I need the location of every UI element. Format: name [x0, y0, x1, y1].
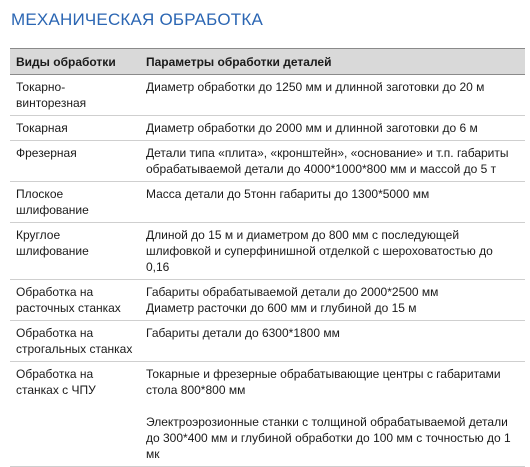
- page-title: МЕХАНИЧЕСКАЯ ОБРАБОТКА: [11, 10, 263, 29]
- parameters-line: шлифовкой и суперфинишной отделкой с шероховатостью до 0,16: [146, 244, 493, 274]
- parameters-line: Токарные и фрезерные обрабатывающие центры с габаритами: [146, 367, 501, 381]
- parameters-line: обрабатываемой детали до 4000*1000*800 мм и массой до 5 т: [146, 162, 497, 176]
- table-header-row: [10, 49, 525, 75]
- machining-type-line: Токарная: [16, 121, 68, 135]
- parameters-cell: [140, 141, 525, 182]
- machining-type-cell: [10, 141, 140, 182]
- table-row: [10, 321, 525, 362]
- machining-type-line: Токарно-: [16, 80, 66, 94]
- parameters-line: Диаметр расточки до 600 мм и глубиной до 15 м: [146, 301, 417, 315]
- table-row: [10, 116, 525, 141]
- parameters-cell: [140, 321, 525, 362]
- machining-type-cell: [10, 182, 140, 223]
- machining-type-line: Фрезерная: [16, 146, 77, 160]
- parameters-cell: [140, 362, 525, 467]
- machining-type-cell: [10, 223, 140, 280]
- machining-type-line: Обработка на: [16, 367, 94, 381]
- parameters-cell: [140, 116, 525, 141]
- parameters-line: Длиной до 15 м и диаметром до 800 мм с последующей: [146, 228, 460, 242]
- parameters-line: Диаметр обработки до 2000 мм и длинной заготовки до 6 м: [146, 121, 478, 135]
- table-row: [10, 362, 525, 467]
- parameters-cell: [140, 223, 525, 280]
- machining-type-line: винторезная: [16, 96, 87, 110]
- machining-type-line: строгальных станках: [16, 342, 133, 356]
- machining-type-cell: [10, 321, 140, 362]
- machining-type-line: Обработка на: [16, 285, 94, 299]
- table-row: [10, 223, 525, 280]
- parameters-line: стола 800*800 мм: [146, 383, 246, 397]
- machining-type-cell: [10, 362, 140, 467]
- parameters-line: Габариты обрабатываемой детали до 2000*2500 мм: [146, 285, 439, 299]
- machining-parameters-table: [10, 48, 525, 467]
- parameters-line: мк: [146, 447, 160, 461]
- parameters-line: Детали типа «плита», «кронштейн», «основание» и т.п. габариты: [146, 146, 509, 160]
- parameters-cell: [140, 182, 525, 223]
- table-row: [10, 280, 525, 321]
- parameters-line: до 300*400 мм и глубиной обработки до 100 мм с точностью до 1: [146, 431, 511, 445]
- parameters-line: Габариты детали до 6300*1800 мм: [146, 326, 340, 340]
- column-header-parameters: Параметры обработки деталей: [140, 49, 525, 75]
- machining-type-line: расточных станках: [16, 301, 121, 315]
- parameters-line: Диаметр обработки до 1250 мм и длинной заготовки до 20 м: [146, 80, 485, 94]
- machining-type-line: станках с ЧПУ: [16, 383, 96, 397]
- paragraph-gap: [146, 398, 519, 414]
- parameters-line: Масса детали до 5тонн габариты до 1300*5000 мм: [146, 187, 430, 201]
- column-header-type: Виды обработки: [10, 49, 140, 75]
- machining-type-line: Плоское: [16, 187, 64, 201]
- table-row: [10, 141, 525, 182]
- parameters-cell: [140, 75, 525, 116]
- parameters-line: Электроэрозионные станки с толщиной обрабатываемой детали: [146, 415, 508, 429]
- machining-type-line: Круглое шлифование: [16, 228, 89, 258]
- table-row: [10, 75, 525, 116]
- machining-type-cell: [10, 116, 140, 141]
- machining-type-cell: [10, 75, 140, 116]
- table-row: [10, 182, 525, 223]
- parameters-cell: [140, 280, 525, 321]
- machining-type-line: Обработка на: [16, 326, 94, 340]
- machining-type-cell: [10, 280, 140, 321]
- machining-type-line: шлифование: [16, 203, 89, 217]
